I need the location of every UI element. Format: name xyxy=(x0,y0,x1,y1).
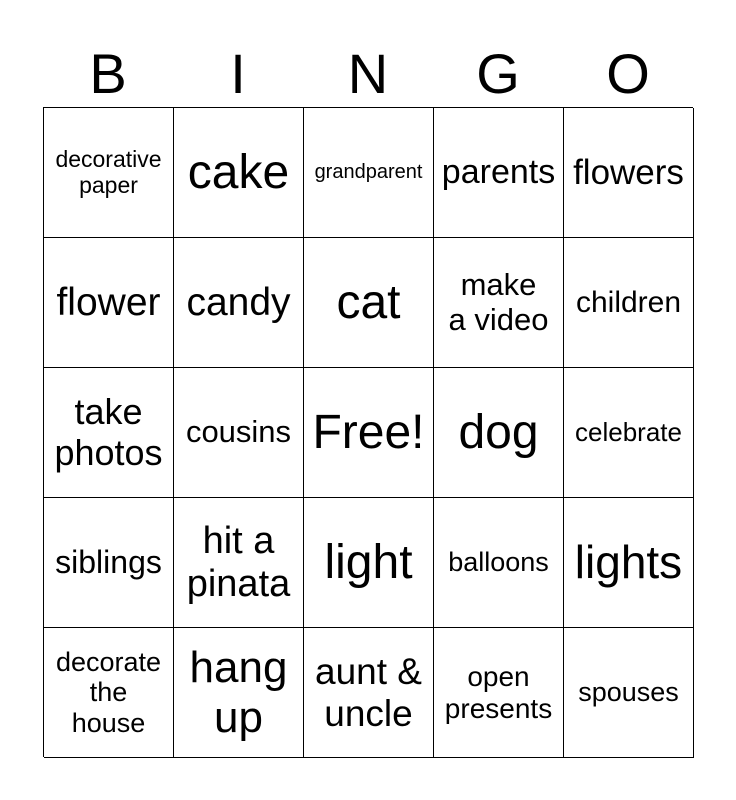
header-letter-o: O xyxy=(606,42,650,105)
bingo-cell[interactable] xyxy=(564,108,694,238)
bingo-cell[interactable] xyxy=(304,498,434,628)
bingo-cell[interactable] xyxy=(304,628,434,758)
bingo-cell[interactable] xyxy=(44,628,174,758)
bingo-cell[interactable] xyxy=(44,498,174,628)
bingo-cell-label: decorate the house xyxy=(55,647,162,738)
bingo-cell[interactable] xyxy=(174,108,304,238)
bingo-cell-label: flower xyxy=(56,280,161,324)
bingo-cell[interactable] xyxy=(304,238,434,368)
bingo-cell[interactable] xyxy=(174,498,304,628)
bingo-cell-label: aunt & uncle xyxy=(315,651,422,734)
bingo-cell-label: balloons xyxy=(448,547,549,578)
bingo-cell[interactable] xyxy=(434,238,564,368)
bingo-cell[interactable] xyxy=(304,368,434,498)
header-letter-b: B xyxy=(89,42,127,105)
bingo-cell[interactable] xyxy=(564,498,694,628)
bingo-cell-label: make a video xyxy=(448,266,549,337)
bingo-cell-label: children xyxy=(575,285,682,319)
bingo-cell-label: dog xyxy=(458,405,539,459)
bingo-cell-label: cousins xyxy=(185,414,292,450)
bingo-cell-label: light xyxy=(324,535,413,589)
bingo-cell-label: parents xyxy=(441,153,556,192)
bingo-cell[interactable] xyxy=(44,368,174,498)
bingo-cell-label: hit a pinata xyxy=(186,519,291,605)
bingo-cell[interactable] xyxy=(44,108,174,238)
bingo-cell-label: hang up xyxy=(189,643,288,742)
bingo-cell-label: celebrate xyxy=(575,416,682,447)
bingo-cell[interactable] xyxy=(174,368,304,498)
bingo-cell-label: cake xyxy=(187,145,290,199)
bingo-cell[interactable] xyxy=(174,628,304,758)
bingo-cell[interactable] xyxy=(44,238,174,368)
bingo-cell[interactable] xyxy=(174,238,304,368)
bingo-cell[interactable] xyxy=(564,238,694,368)
bingo-cell-label: decorative paper xyxy=(55,145,162,198)
header-letter-i: I xyxy=(230,42,246,105)
bingo-header xyxy=(43,38,693,110)
header-letter-n: N xyxy=(347,42,389,105)
bingo-cell[interactable] xyxy=(564,628,694,758)
bingo-cell-label: spouses xyxy=(578,677,679,708)
bingo-card-grid xyxy=(43,107,693,757)
bingo-cell-label: open presents xyxy=(444,661,553,724)
bingo-cell-label: flowers xyxy=(573,152,684,192)
bingo-cell-label: candy xyxy=(186,280,291,324)
bingo-cell[interactable] xyxy=(434,498,564,628)
bingo-cell[interactable] xyxy=(304,108,434,238)
bingo-cell-label: lights xyxy=(574,535,683,588)
bingo-cell[interactable] xyxy=(434,628,564,758)
bingo-cell[interactable] xyxy=(564,368,694,498)
bingo-cell-label: siblings xyxy=(55,543,162,580)
bingo-cell-label: grandparent xyxy=(314,161,423,184)
bingo-cell[interactable] xyxy=(434,108,564,238)
bingo-cell-label: take photos xyxy=(54,391,163,473)
bingo-cell-label: Free! xyxy=(312,405,425,459)
bingo-cell-label: cat xyxy=(336,275,401,329)
bingo-cell[interactable] xyxy=(434,368,564,498)
header-letter-g: G xyxy=(476,42,520,105)
